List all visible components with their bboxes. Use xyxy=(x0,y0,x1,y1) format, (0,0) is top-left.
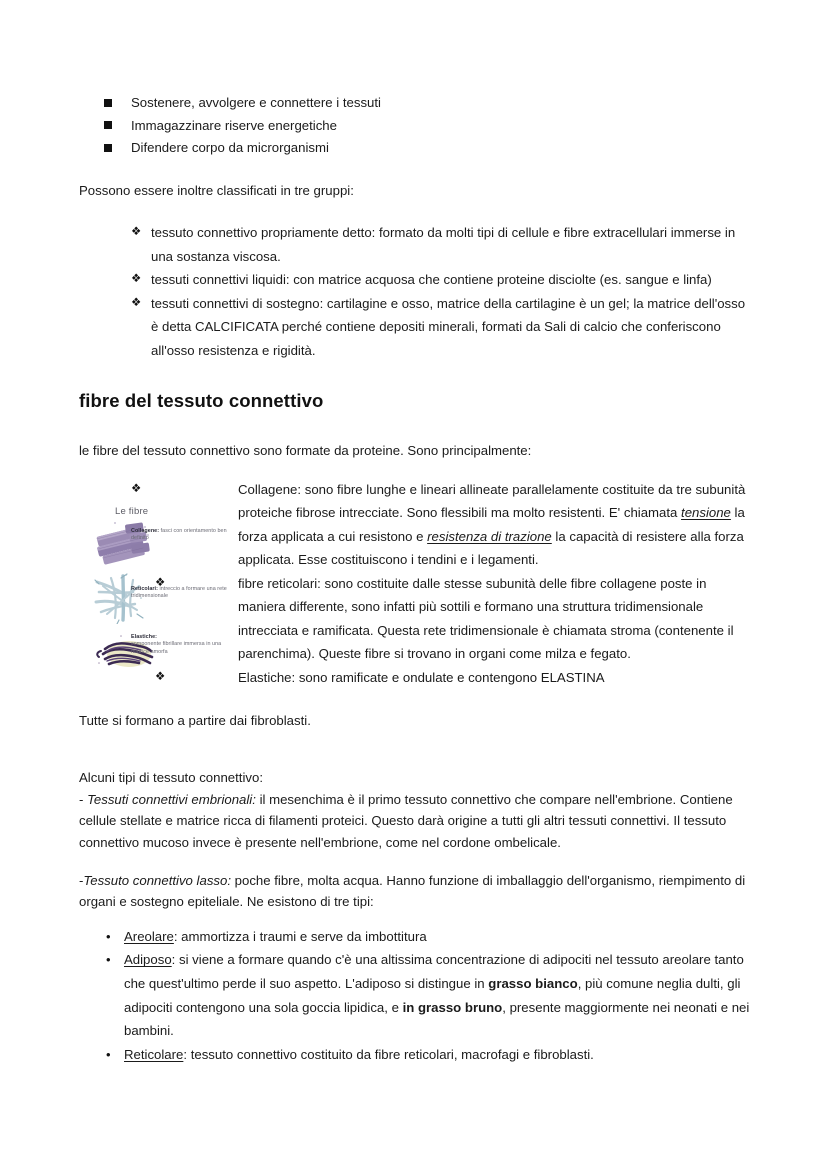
figure-caption-term: Elastiche: xyxy=(131,633,157,640)
diamond-bullet-icon: ❖ xyxy=(155,671,166,684)
square-bullet-icon xyxy=(104,99,112,107)
list-item-areolare xyxy=(79,925,751,949)
figure-caption-text: fasci con orientamento ben definito xyxy=(131,527,227,542)
document-content xyxy=(79,92,751,1066)
diamond-bullet-icon: ❖ xyxy=(131,482,142,495)
reticolare-term: Reticolare xyxy=(124,1046,184,1062)
figure-caption-text: componente fibrillare immersa in una matrice amorfa xyxy=(131,641,222,655)
list-item-text: Immagazzinare riserve energetiche xyxy=(131,117,337,133)
lasso-term: Tessuto connettivo lasso: xyxy=(83,872,231,888)
diamond-bullet-icon: ❖ xyxy=(155,576,166,589)
figure-caption-term: Collagene: xyxy=(131,527,160,534)
embrionali-dash: - xyxy=(79,791,88,807)
collagene-text-2: la forza applicata a cui resistono e xyxy=(238,505,745,544)
adiposo-term: Adiposo xyxy=(124,952,172,968)
fibre-intro-paragraph: le fibre del tessuto connettivo sono formate da proteine. Sono principalmente: xyxy=(79,443,532,459)
page-title: fibre del tessuto connettivo xyxy=(79,390,324,412)
areolare-term: Areolare xyxy=(124,928,174,944)
elastiche-text: Elastiche: sono ramificate e ondulate e contengono ELASTINA xyxy=(238,670,605,686)
lasso-dash: - xyxy=(79,872,84,888)
lasso-types-list xyxy=(79,925,751,1067)
list-item xyxy=(79,115,751,138)
areolare-text: : ammortizza i traumi e serve da imbottitura xyxy=(173,928,427,944)
lasso-paragraph xyxy=(79,870,751,913)
list-item xyxy=(79,268,751,292)
types-intro: Alcuni tipi di tessuto connettivo: xyxy=(79,770,263,786)
collagene-lead: Collagene: xyxy=(238,481,302,497)
list-item-text: Difendere corpo da microrganismi xyxy=(131,140,329,155)
list-item-text: tessuti connettivi liquidi: con matrice acquosa che contiene proteine disciolte (es. sangue e linfa) xyxy=(151,272,712,288)
groups-list xyxy=(79,221,751,362)
groups-intro-paragraph: Possono essere inoltre classificati in tre gruppi: xyxy=(79,182,354,198)
list-item-adiposo xyxy=(79,948,751,1042)
disc-bullet-icon: • xyxy=(106,928,111,944)
list-item xyxy=(79,292,751,363)
embrionali-paragraph xyxy=(79,789,751,854)
list-item-text: tessuto connettivo propriamente detto: formato da molti tipi di cellule e fibre extracellulari immerse in una sostanza viscosa. xyxy=(151,225,736,264)
figure-caption-text: intreccio a formare una rete tridimensionale xyxy=(131,585,227,600)
adiposo-bold-grasso-bianco: grasso bianco xyxy=(488,976,578,991)
disc-bullet-icon: • xyxy=(106,952,111,968)
figure-title: Le fibre xyxy=(115,505,149,517)
reticolari-text: fibre reticolari: sono costituite dalle stesse subunità delle fibre collagene poste in maniera differente, sono infatti più sottili e formano una struttura tridimensionale intrecciata e ramificata. Questa rete tridimensionale è chiamata stroma (contenente il parenchima). Queste fibre si trovano in organi come milza e fegato. xyxy=(238,575,734,662)
list-item xyxy=(79,137,751,160)
list-item xyxy=(79,92,751,115)
collagene-emphasis-resistenza: resistenza di trazione xyxy=(427,528,552,544)
reticolari-item xyxy=(79,572,751,666)
embrionali-term: Tessuti connettivi embrionali: xyxy=(87,791,256,807)
diamond-bullet-icon: ❖ xyxy=(131,296,142,309)
adiposo-bold-grasso-bruno: in grasso bruno xyxy=(402,999,503,1015)
adiposo-text-3: , presente maggiormente nei neonati e nei bambini. xyxy=(124,999,750,1039)
disc-bullet-icon: • xyxy=(106,1046,111,1062)
diamond-bullet-icon: ❖ xyxy=(131,273,142,286)
adiposo-text-1: : si viene a formare quando c'è una altissima concentrazione di adipociti nel tessuto areolare tanto che quest'ultimo perde il suo aspetto. L'adiposo si distingue in xyxy=(124,952,744,991)
collagene-text-3: la capacità di resistere alla forza applicata. Esse costituiscono i tendini e i legamenti. xyxy=(238,528,744,568)
list-item-text: Sostenere, avvolgere e connettere i tessuti xyxy=(131,95,381,110)
fibre-section xyxy=(79,478,751,690)
figure-caption-term: Reticolari: xyxy=(131,585,158,592)
collagene-item xyxy=(79,478,751,572)
lasso-text: poche fibre, molta acqua. Hanno funzione di imballaggio dell'organismo, riempimento di organi e sostegno epiteliale. Ne esistono di tre tipi: xyxy=(79,872,746,910)
fibroblasti-note: Tutte si formano a partire dai fibroblasti. xyxy=(79,712,311,728)
collagene-emphasis-tensione: tensione xyxy=(681,505,731,521)
functions-list xyxy=(79,92,751,160)
list-item xyxy=(79,221,751,268)
diamond-bullet-icon: ❖ xyxy=(131,226,142,239)
adiposo-text-2: , più comune neglia dulti, gli adipociti contengono una sola goccia lipidica, e xyxy=(124,976,741,1015)
collagene-text-1: sono fibre lunghe e lineari allineate parallelamente costituite da tre subunità proteiche fibrose intrecciate. Sono flessibili ma molto resistenti. E' chiamata xyxy=(238,481,746,521)
square-bullet-icon xyxy=(104,121,112,129)
list-item-text: tessuti connettivi di sostegno: cartilagine e osso, matrice della cartilagine è un gel; la matrice dell'osso è detta CALCIFICATA perché contiene depositi minerali, formati da Sali di calcio che conferiscono all'osso resistenza e rigidità. xyxy=(151,295,746,358)
square-bullet-icon xyxy=(104,144,112,152)
embrionali-text: il mesenchima è il primo tessuto connettivo che compare nell'embrione. Contiene cellule stellate e matrice ricca di filamenti proteici. Questo darà origine a tutti gli altri tessuti connettivi. Il tessuto connettivo mucoso invece è presente nell'embrione, come nel cordone ombelicale. xyxy=(79,791,733,851)
reticolare-text: : tessuto connettivo costituito da fibre reticolari, macrofagi e fibroblasti. xyxy=(183,1046,594,1062)
elastiche-item xyxy=(79,666,751,690)
list-item-reticolare xyxy=(79,1043,751,1067)
